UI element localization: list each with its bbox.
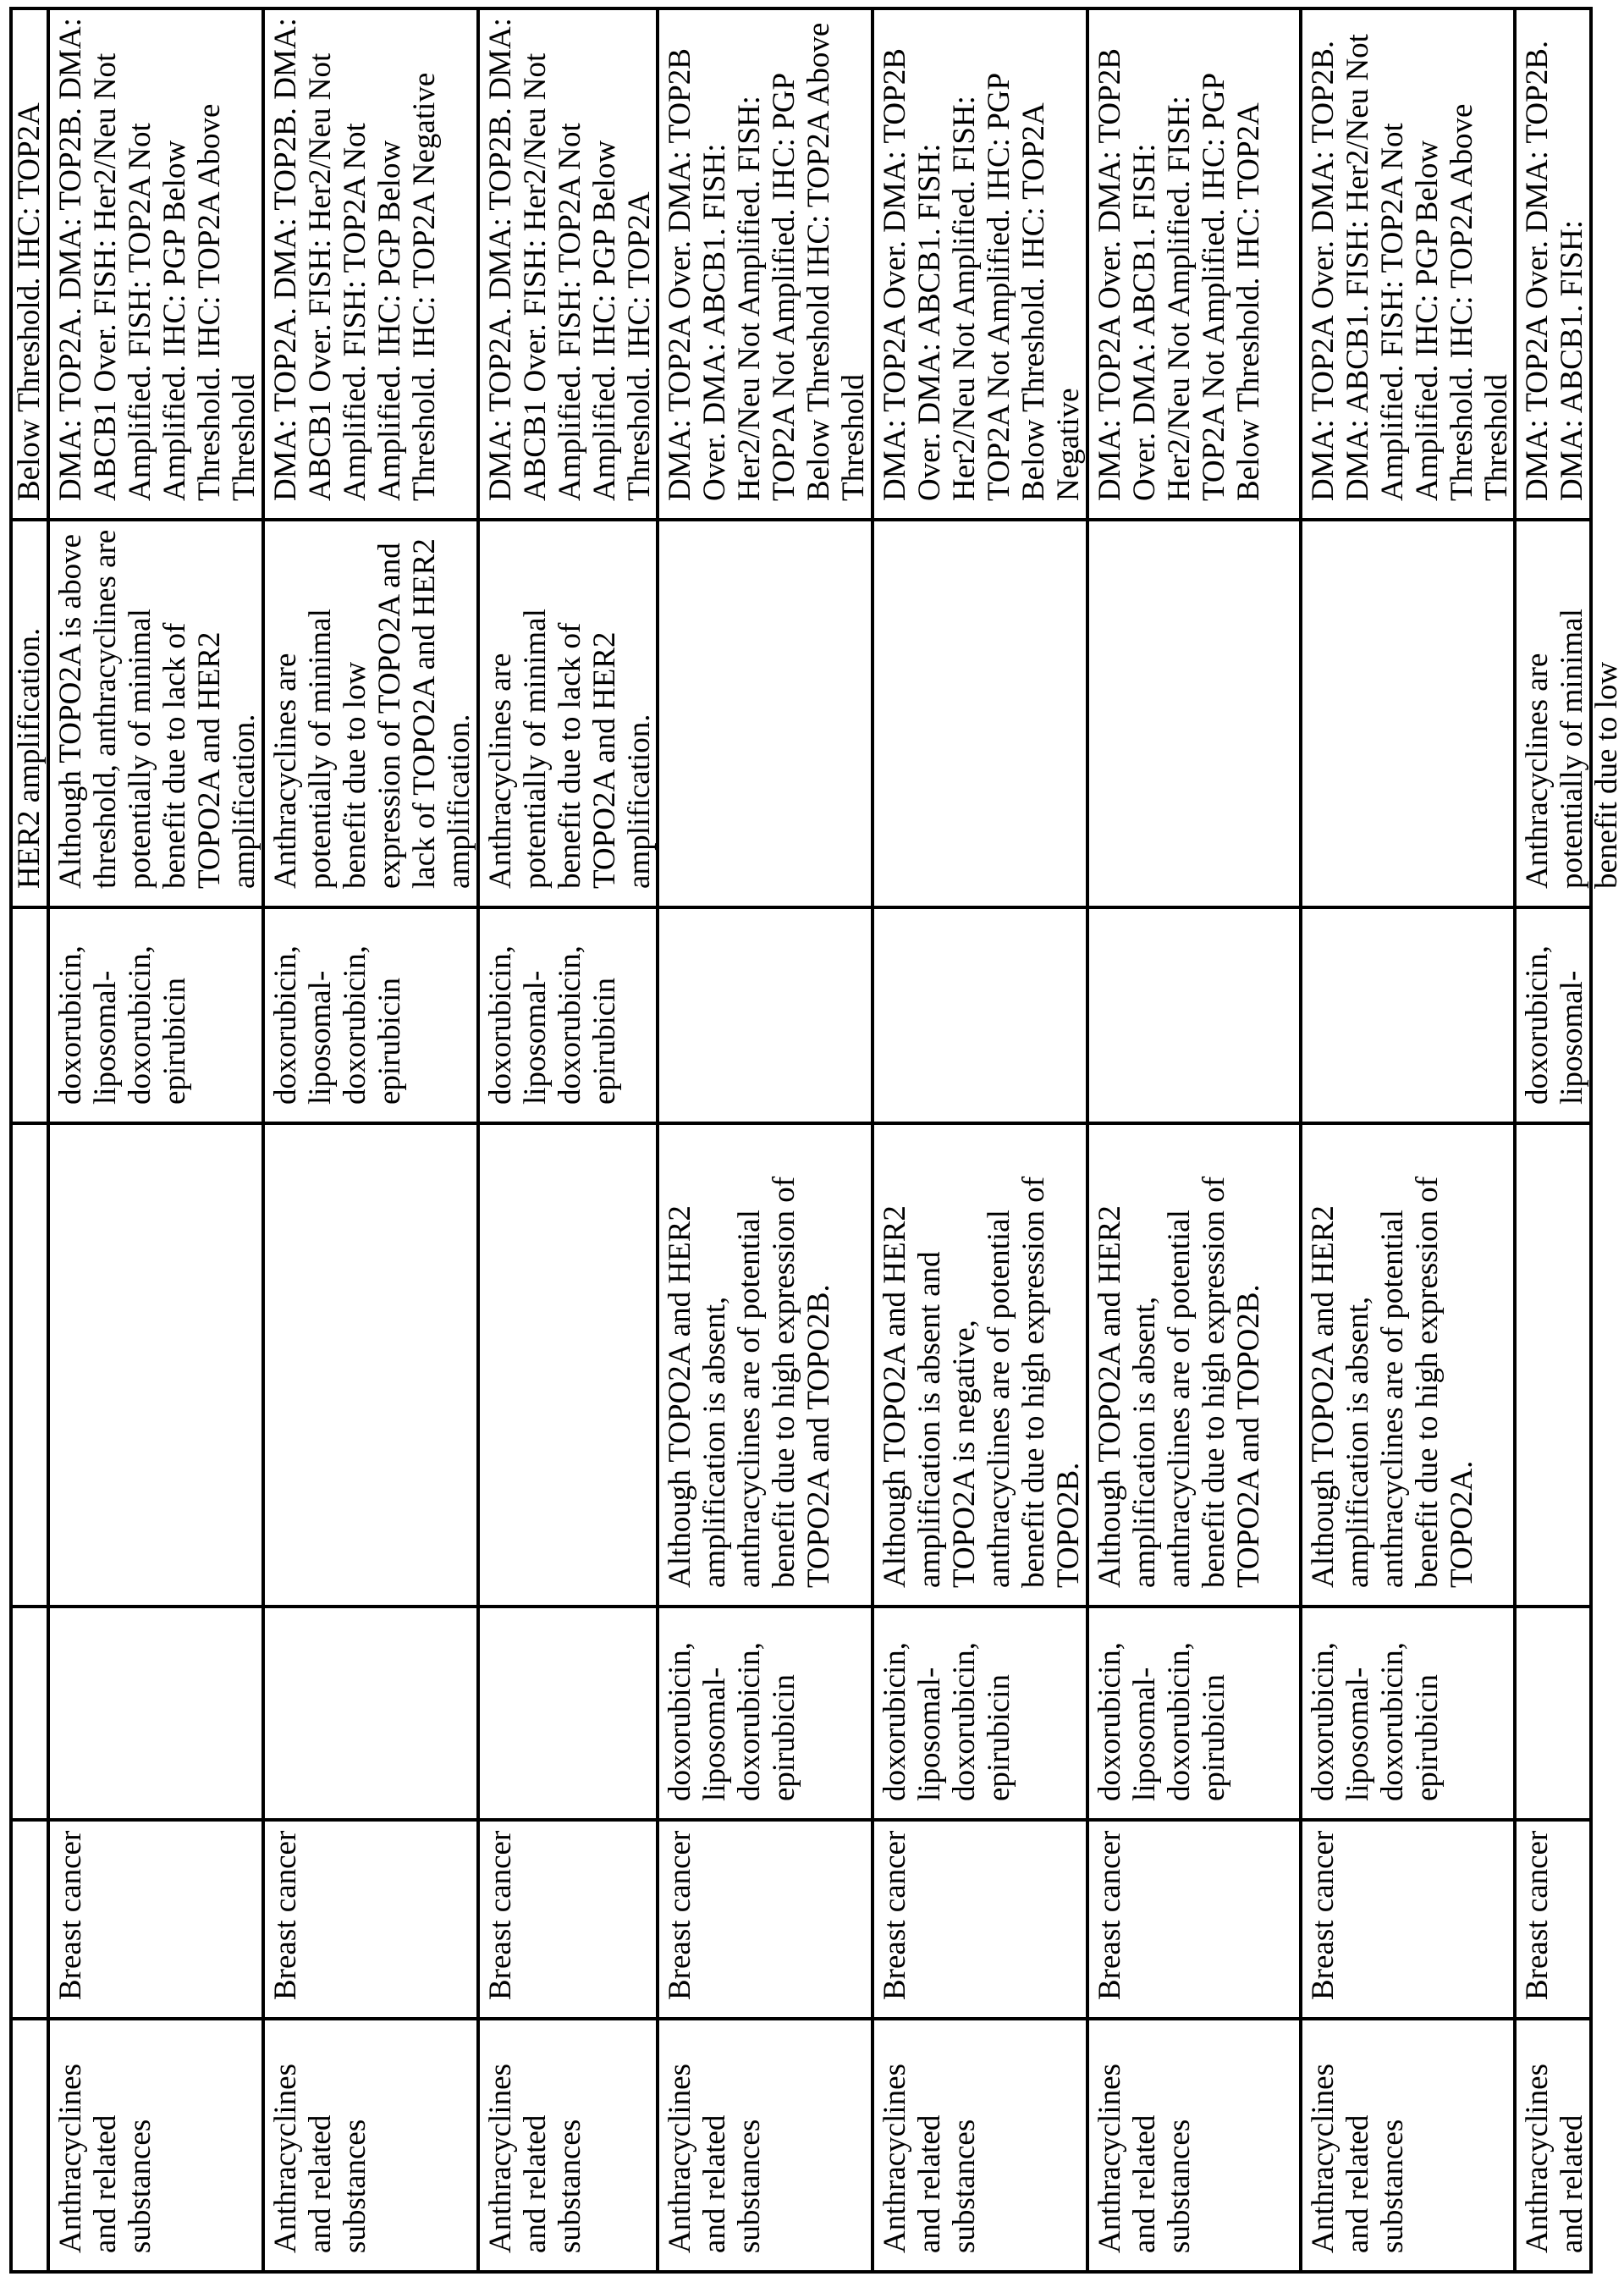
potential-benefit-comment-cell <box>1517 1122 1593 1605</box>
minimal-benefit-comment-cell <box>480 518 659 906</box>
minimal-benefit-comment-cell-text: Anthracyclines are potentially of minimal benefit due to low <box>1520 609 1624 889</box>
drug-class-cell <box>874 2017 1089 2270</box>
minimal-benefit-comment-cell <box>13 518 50 906</box>
potential-benefit-comment-cell-text: Although TOPO2A and HER2 amplification is absent, anthracyclines are of potential benefit due to high expression of TOPO2A. <box>1306 1177 1479 1588</box>
minimal-benefit-drugs-cell <box>1302 906 1517 1122</box>
drug-class-cell-text: Anthracyclines and related <box>1520 2064 1589 2253</box>
minimal-benefit-drugs-cell <box>13 906 50 1122</box>
drug-class-cell <box>265 2017 480 2270</box>
potential-benefit-drugs-cell <box>1302 1605 1517 1818</box>
potential-benefit-comment-cell-text: Although TOPO2A and HER2 amplification is absent, anthracyclines are of potential benefit due to high expression of TOPO2A and TOPO2B. <box>663 1177 836 1588</box>
potential-benefit-drugs-cell-text: doxorubicin, liposomal-doxorubicin, epirubicin <box>1093 1642 1231 1801</box>
minimal-benefit-drugs-cell-text: doxorubicin, liposomal-doxorubicin, epirubicin <box>53 945 192 1105</box>
potential-benefit-drugs-cell <box>265 1605 480 1818</box>
biomarker-findings-cell <box>1302 7 1517 518</box>
minimal-benefit-comment-cell-text: Anthracyclines are potentially of minimal benefit due to lack of TOPO2A and HER2 amplification. <box>483 609 657 889</box>
potential-benefit-comment-cell <box>50 1122 265 1605</box>
potential-benefit-drugs-cell <box>1517 1605 1593 1818</box>
cancer-type-cell <box>265 1818 480 2017</box>
biomarker-findings-cell-text: DMA: TOP2A Over. DMA: TOP2B. DMA: ABCB1. FISH: Her2/Neu Not Amplified. FISH: TOP2A Not Amplified. IHC: PGP Below Threshold. IHC: TOP2A Above Threshold <box>1306 34 1514 501</box>
cancer-type-cell-text: Breast cancer <box>268 1831 303 2000</box>
potential-benefit-drugs-cell <box>13 1605 50 1818</box>
biomarker-findings-cell-text: DMA: TOP2A. DMA: TOP2B. DMA: ABCB1 Over. FISH: Her2/Neu Not Amplified. FISH: TOP2A Not Amplified. IHC: PGP Below Threshold. IHC: TOP2A Above Threshold <box>53 18 261 501</box>
drug-class-cell <box>480 2017 659 2270</box>
biomarker-findings-cell-text: DMA: TOP2A. DMA: TOP2B. DMA: ABCB1 Over. FISH: Her2/Neu Not Amplified. FISH: TOP2A Not Amplified. IHC: PGP Below Threshold. IHC: TOP2A <box>483 18 657 501</box>
minimal-benefit-drugs-cell <box>1517 906 1593 1122</box>
drug-class-cell-text: Anthracyclines and related substances <box>53 2064 157 2253</box>
cancer-type-cell <box>1089 1818 1302 2017</box>
potential-benefit-drugs-cell <box>659 1605 874 1818</box>
minimal-benefit-comment-cell <box>1517 518 1593 906</box>
cancer-type-cell-text: Breast cancer <box>1093 1831 1127 2000</box>
potential-benefit-drugs-cell <box>50 1605 265 1818</box>
biomarker-findings-cell <box>874 7 1089 518</box>
drug-class-cell <box>1089 2017 1302 2270</box>
potential-benefit-comment-cell <box>874 1122 1089 1605</box>
minimal-benefit-drugs-cell-text: doxorubicin, liposomal-doxorubicin, epirubicin <box>483 945 622 1105</box>
drug-class-cell-text: Anthracyclines and related substances <box>663 2064 767 2253</box>
cancer-type-cell-text: Breast cancer <box>483 1831 518 2000</box>
cancer-type-cell-text: Breast cancer <box>663 1831 697 2000</box>
potential-benefit-comment-cell <box>1302 1122 1517 1605</box>
cancer-type-cell <box>480 1818 659 2017</box>
cancer-type-cell <box>874 1818 1089 2017</box>
potential-benefit-drugs-cell <box>874 1605 1089 1818</box>
cancer-type-cell <box>1302 1818 1517 2017</box>
potential-benefit-drugs-cell-text: doxorubicin, liposomal-doxorubicin, epirubicin <box>663 1642 801 1801</box>
minimal-benefit-comment-cell-text: HER2 amplification. <box>12 628 47 889</box>
drug-class-cell-text: Anthracyclines and related substances <box>878 2064 982 2253</box>
cancer-type-cell <box>13 1818 50 2017</box>
drug-class-cell-text: Anthracyclines and related substances <box>1306 2064 1410 2253</box>
drug-class-cell-text: Anthracyclines and related substances <box>1093 2064 1197 2253</box>
minimal-benefit-comment-cell <box>874 518 1089 906</box>
biomarker-findings-cell-text: DMA: TOP2A Over. DMA: TOP2B. DMA: ABCB1. FISH: <box>1520 41 1589 501</box>
potential-benefit-comment-cell-text: Although TOPO2A and HER2 amplification is absent and TOPO2A is negative, anthracyclines are of potential benefit due to high expression of TOPO2B. <box>878 1177 1086 1588</box>
potential-benefit-comment-cell <box>1089 1122 1302 1605</box>
potential-benefit-drugs-cell-text: doxorubicin, liposomal-doxorubicin, epirubicin <box>878 1642 1016 1801</box>
potential-benefit-drugs-cell-text: doxorubicin, liposomal-doxorubicin, epirubicin <box>1306 1642 1445 1801</box>
minimal-benefit-drugs-cell <box>874 906 1089 1122</box>
biomarker-findings-cell <box>659 7 874 518</box>
potential-benefit-comment-cell <box>13 1122 50 1605</box>
biomarker-findings-cell-text: DMA: TOP2A Over. DMA: TOP2B Over. DMA: ABCB1. FISH: Her2/Neu Not Amplified. FISH: TOP2A Not Amplified. IHC: PGP Below Threshold IHC: TOP2A Above Threshold <box>663 23 871 501</box>
biomarker-findings-cell <box>1517 7 1593 518</box>
drug-class-cell <box>659 2017 874 2270</box>
minimal-benefit-comment-cell-text: Anthracyclines are potentially of minimal benefit due to low expression of TOPO2A and lack of TOPO2A and HER2 amplification. <box>268 538 476 889</box>
biomarker-findings-cell-text: DMA: TOP2A Over. DMA: TOP2B Over. DMA: ABCB1. FISH: Her2/Neu Not Amplified. FISH: TOP2A Not Amplified. IHC: PGP Below Threshold. IHC: TOP2A Negative <box>878 48 1086 501</box>
drug-class-cell <box>1302 2017 1517 2270</box>
cancer-type-cell <box>659 1818 874 2017</box>
minimal-benefit-comment-cell <box>1302 518 1517 906</box>
drug-recommendation-table <box>9 7 1593 2274</box>
minimal-benefit-drugs-cell <box>659 906 874 1122</box>
biomarker-findings-cell-text: DMA: TOP2A Over. DMA: TOP2B Over. DMA: ABCB1. FISH: Her2/Neu Not Amplified. FISH: TOP2A Not Amplified. IHC: PGP Below Threshold. IHC: TOP2A <box>1093 48 1266 501</box>
cancer-type-cell <box>50 1818 265 2017</box>
minimal-benefit-comment-cell <box>1089 518 1302 906</box>
biomarker-findings-cell <box>1089 7 1302 518</box>
minimal-benefit-drugs-cell-text: doxorubicin, liposomal- <box>1520 945 1589 1105</box>
biomarker-findings-cell-text: DMA: TOP2A. DMA: TOP2B. DMA: ABCB1 Over. FISH: Her2/Neu Not Amplified. FISH: TOP2A Not Amplified. IHC: PGP Below Threshold. IHC: TOP2A Negative <box>268 18 442 501</box>
minimal-benefit-drugs-cell-text: doxorubicin, liposomal-doxorubicin, epirubicin <box>268 945 407 1105</box>
cancer-type-cell-text: Breast cancer <box>53 1831 88 2000</box>
drug-class-cell-text: Anthracyclines and related substances <box>483 2064 587 2253</box>
drug-class-cell <box>13 2017 50 2270</box>
drug-class-cell-text: Anthracyclines and related substances <box>268 2064 372 2253</box>
biomarker-findings-cell <box>265 7 480 518</box>
drug-class-cell <box>1517 2017 1593 2270</box>
potential-benefit-comment-cell-text: Although TOPO2A and HER2 amplification is absent, anthracyclines are of potential benefit due to high expression of TOPO2A and TOPO2B. <box>1093 1177 1266 1588</box>
cancer-type-cell-text: Breast cancer <box>878 1831 912 2000</box>
biomarker-findings-cell-text: Below Threshold. IHC: TOP2A <box>12 102 47 501</box>
minimal-benefit-comment-cell <box>265 518 480 906</box>
cancer-type-cell <box>1517 1818 1593 2017</box>
potential-benefit-comment-cell <box>659 1122 874 1605</box>
minimal-benefit-comment-cell <box>659 518 874 906</box>
biomarker-findings-cell <box>13 7 50 518</box>
drug-class-cell <box>50 2017 265 2270</box>
minimal-benefit-drugs-cell <box>1089 906 1302 1122</box>
cancer-type-cell-text: Breast cancer <box>1520 1831 1555 2000</box>
minimal-benefit-comment-cell <box>50 518 265 906</box>
biomarker-findings-cell <box>50 7 265 518</box>
minimal-benefit-drugs-cell <box>265 906 480 1122</box>
minimal-benefit-drugs-cell <box>480 906 659 1122</box>
potential-benefit-comment-cell <box>265 1122 480 1605</box>
potential-benefit-drugs-cell <box>1089 1605 1302 1818</box>
potential-benefit-drugs-cell <box>480 1605 659 1818</box>
minimal-benefit-comment-cell-text: Although TOPO2A is above threshold, anthracyclines are potentially of minimal benefit due to lack of TOPO2A and HER2 amplification. <box>53 530 261 889</box>
rotated-page <box>0 0 1599 2282</box>
potential-benefit-comment-cell <box>480 1122 659 1605</box>
cancer-type-cell-text: Breast cancer <box>1306 1831 1340 2000</box>
biomarker-findings-cell <box>480 7 659 518</box>
minimal-benefit-drugs-cell <box>50 906 265 1122</box>
